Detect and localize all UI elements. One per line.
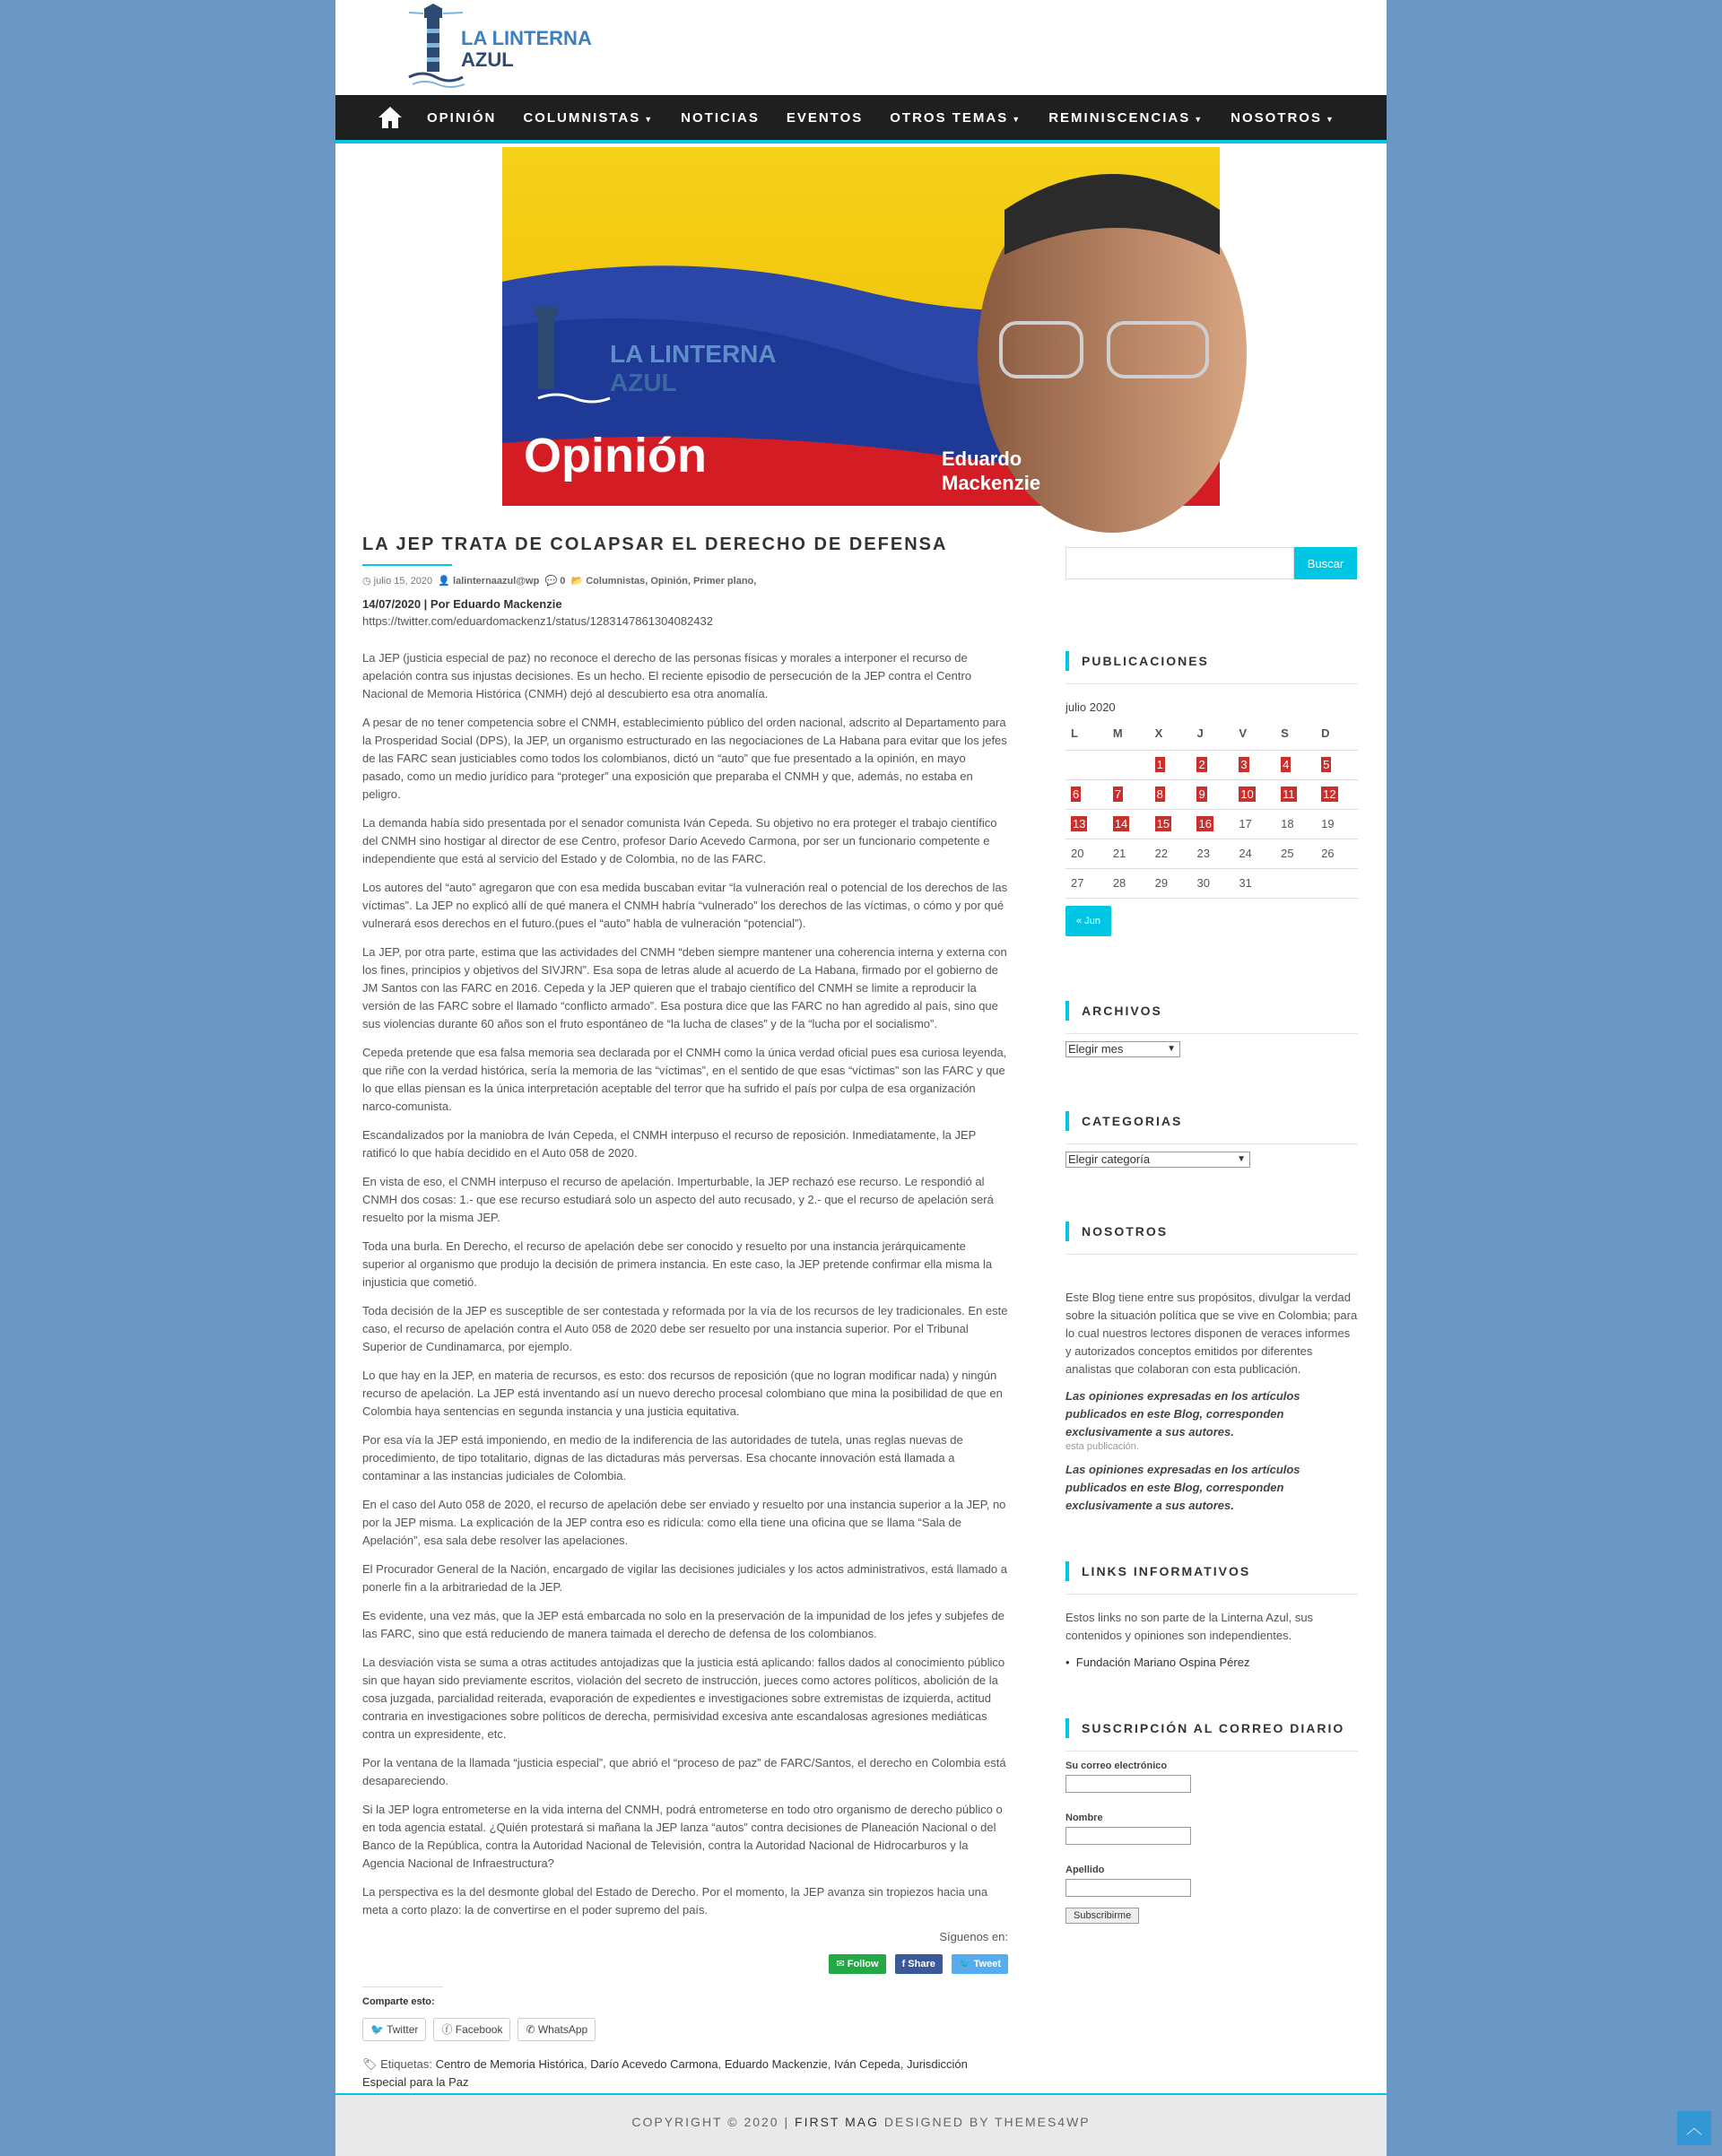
article-author[interactable]: lalinternaazul@wp xyxy=(453,576,540,587)
share-twitter-label: Twitter xyxy=(387,2023,419,2036)
nav-label: NOSOTROS xyxy=(1231,109,1322,126)
title-underline xyxy=(362,564,452,566)
calendar-day: 23 xyxy=(1191,839,1233,868)
calendar-day[interactable] xyxy=(1275,750,1316,779)
paragraph: Los autores del “auto” agregaron que con esa medida buscaban evitar “la vulneración real o potencial de los derechos de las víctimas”. La JEP no explicó allí de qué manera el CNMH habría “vulnerado” los derechos de las víctimas, o cómo y por qué vulnerará esos derechos en el futuro.(pues el “auto” habla de vulneración “potencial”). xyxy=(362,881,1008,930)
calendar-widget xyxy=(1065,651,1358,936)
divider xyxy=(1065,683,1358,684)
calendar-day-link[interactable]: 11 xyxy=(1283,787,1295,801)
name-field[interactable] xyxy=(1065,1827,1191,1845)
paragraph: Si la JEP logra entrometerse en la vida interna del CNMH, podrá entrometerse en todo otro organismo de derecho público o en toda agencia estatal. ¿Quién protestará si mañana la JEP lanza “autos” contra decisiones de Planeación Nacional o del Banco de la República, contra la Autoridad Nacional de Televisión, contra la Autoridad Nacional de Hidrocarburos y la Agencia Nacional de Infraestructura? xyxy=(362,1803,1003,1870)
banner-author-first: Eduardo xyxy=(942,448,1022,470)
calendar-weekday: J xyxy=(1191,726,1233,750)
search-widget xyxy=(1065,547,1358,579)
paragraph: Es evidente, una vez más, que la JEP está embarcada no solo en la preservación de la impunidad de los jefes y subjefes de las FARC, sino que está reduciendo de manera taimada el derecho de defensa de los colombianos. xyxy=(362,1609,1004,1640)
calendar-body xyxy=(1065,750,1358,898)
about-widget xyxy=(1065,1221,1358,1515)
nav-item-noticias[interactable] xyxy=(681,110,760,126)
calendar-weekday: X xyxy=(1150,726,1192,750)
divider xyxy=(1065,1033,1358,1034)
calendar-day-link[interactable]: 16 xyxy=(1198,817,1212,830)
facebook-icon: ⓕ xyxy=(441,2023,456,2036)
share-facebook-label: Facebook xyxy=(455,2023,503,2036)
calendar-day: 26 xyxy=(1316,839,1358,868)
nav-item-otros-temas[interactable] xyxy=(890,110,1022,126)
divider xyxy=(1065,1594,1358,1595)
calendar-day[interactable] xyxy=(1150,779,1192,809)
footer-copyright: COPYRIGHT © 2020 | xyxy=(631,2115,796,2129)
calendar-day: 30 xyxy=(1191,868,1233,898)
calendar-prev-month[interactable]: « Jun xyxy=(1065,906,1111,936)
calendar-week xyxy=(1065,779,1358,809)
caret-down-icon: ▼ xyxy=(644,114,655,124)
chevron-down-icon: ▼ xyxy=(1237,1153,1246,1164)
folder-icon: 📂 xyxy=(568,576,584,587)
calendar-day[interactable] xyxy=(1191,750,1233,779)
calendar-day-link[interactable]: 6 xyxy=(1073,787,1080,801)
calendar-day: 18 xyxy=(1275,809,1316,839)
paragraph: La perspectiva es la del desmonte global del Estado de Derecho. Por el momento, la JEP avanza sin tropiezos hacia una meta a corto plazo: la de convertirse en el poder supremo del país. xyxy=(362,1885,988,1917)
calendar-day-link[interactable]: 2 xyxy=(1198,758,1205,771)
nav-label: COLUMNISTAS xyxy=(523,109,641,126)
calendar-week xyxy=(1065,809,1358,839)
footer-credit: DESIGNED BY THEMES4WP xyxy=(878,2115,1091,2129)
calendar-day-link[interactable]: 3 xyxy=(1240,758,1248,771)
paragraph: El Procurador General de la Nación, encargado de vigilar las decisiones judiciales y los actos administrativos, está llamado a ponerle fin a la arbitrariedad de la JEP. xyxy=(362,1562,1007,1594)
tweet-button[interactable] xyxy=(952,1954,1008,1974)
article-categories[interactable]: Columnistas, Opinión, Primer plano, xyxy=(586,576,757,587)
article-date[interactable]: julio 15, 2020 xyxy=(373,576,433,587)
divider xyxy=(1065,1751,1358,1752)
calendar-day-link[interactable]: 10 xyxy=(1240,787,1254,801)
calendar-day[interactable] xyxy=(1150,809,1192,839)
calendar-day xyxy=(1108,750,1150,779)
select-value: Elegir categoría xyxy=(1068,1152,1151,1166)
paragraph: La JEP, por otra parte, estima que las actividades del CNMH “deben siempre mantener una coherencia interna y externa con los fines, principios y objetivos del SIVJRN”. Esa sopa de letras alude al acuerdo de La Habana, firmado por el gobierno de JM Santos con las FARC en 2016. Cepeda y la JEP quieren que el trabajo científico del CNMH se limite a reproducir la versión de las FARC sobre el llamado “conflicto armado”. Esa postura dice que las FARC no han agredido al país, sino que sus violencias durante 60 años son el fruto espontáneo de “la lucha de clases” y de la “lucha por el socialismo”. xyxy=(362,945,1007,1030)
calendar-day: 22 xyxy=(1150,839,1192,868)
tag-icon: 🏷 xyxy=(362,2057,381,2071)
nav-label: EVENTOS xyxy=(786,109,864,126)
about-overlap-text: esta publicación. xyxy=(1065,1440,1139,1452)
calendar-week xyxy=(1065,839,1358,868)
share-buttons xyxy=(362,2018,1008,2041)
logo-line1: LA LINTERNA xyxy=(461,27,592,49)
calendar-day[interactable] xyxy=(1108,809,1150,839)
calendar-day-link[interactable]: 1 xyxy=(1156,758,1163,771)
clock-icon: ◷ xyxy=(362,576,371,587)
calendar-day-link[interactable]: 7 xyxy=(1114,787,1122,801)
share-twitter-button[interactable] xyxy=(362,2018,426,2041)
twitter-icon: 🐦 xyxy=(958,1959,974,1969)
article xyxy=(362,535,1008,2091)
share-whatsapp-label: WhatsApp xyxy=(537,2023,588,2036)
widget-title: CATEGORIAS xyxy=(1065,1111,1358,1131)
select-value: Elegir mes xyxy=(1068,1041,1124,1056)
surname-field[interactable] xyxy=(1065,1879,1191,1897)
calendar-day-link[interactable]: 4 xyxy=(1283,758,1290,771)
widget-title: ARCHIVOS xyxy=(1065,1001,1358,1021)
nav-item-eventos[interactable] xyxy=(787,110,863,126)
banner-logo-line2: AZUL xyxy=(610,369,677,396)
name-label: Nombre xyxy=(1065,1812,1103,1823)
nav-item-nosotros[interactable] xyxy=(1231,110,1335,126)
paragraph: Escandalizados por la maniobra de Iván Cepeda, el CNMH interpuso el recurso de reposición. Inmediatamente, la JEP ratificó lo que había decidido en el Auto 058 de 2020. xyxy=(362,1128,977,1160)
calendar-day-link[interactable]: 8 xyxy=(1156,787,1163,801)
calendar-day[interactable] xyxy=(1108,779,1150,809)
about-disclaimer: Las opiniones expresadas en los artículos publicados en este Blog, corresponden exclusivamente a sus autores. xyxy=(1065,1388,1300,1439)
calendar-day: 27 xyxy=(1065,868,1108,898)
archives-select[interactable] xyxy=(1065,1041,1180,1057)
calendar-day[interactable] xyxy=(1150,750,1192,779)
banner-logo-line1: LA LINTERNA xyxy=(610,340,777,368)
calendar-day-link[interactable]: 15 xyxy=(1156,817,1170,830)
caret-down-icon: ▼ xyxy=(1325,114,1335,124)
tag-link[interactable]: Iván Cepeda xyxy=(834,2057,900,2071)
calendar-day: 31 xyxy=(1233,868,1275,898)
paragraph: Lo que hay en la JEP, en materia de recursos, es esto: dos recursos de reposición (que no logran modificar nada) y ningún recurso de apelación. La JEP está inventando así un nuevo derecho procesal colombiano que mina la posibilidad de que en Colombia haya sentencias en segunda instancia y una justicia equitativa. xyxy=(362,1369,1003,1418)
calendar-month: julio 2020 xyxy=(1065,700,1116,714)
nav-label: REMINISCENCIAS xyxy=(1048,109,1191,126)
article-meta xyxy=(362,575,1008,587)
calendar-header-row xyxy=(1065,726,1358,750)
search-button[interactable]: Buscar xyxy=(1294,547,1357,579)
search-input[interactable] xyxy=(1065,547,1294,579)
chevron-down-icon: ▼ xyxy=(1167,1043,1176,1054)
calendar-week xyxy=(1065,750,1358,779)
paragraph: En el caso del Auto 058 de 2020, el recurso de apelación debe ser enviado y resuelto por una instancia superior a la JEP, no por la JEP misma. La explicación de la JEP contra eso es ridícula: como ella tiene una oficina que se llama “Sala de Apelación”, esa sala debe resolver las apelaciones. xyxy=(362,1498,1006,1547)
tag-link[interactable]: Eduardo Mackenzie xyxy=(724,2057,828,2071)
share-heading: Comparte esto: xyxy=(362,1996,435,2007)
paragraph: Por esa vía la JEP está imponiendo, en medio de la indiferencia de las autoridades de tutela, unas reglas nuevas de procedimiento, de tipo totalitario, dignas de las dictaduras más perversas. Esa chocante innovación está llamada a contaminar a las instancias judiciales de Colombia. xyxy=(362,1433,963,1482)
calendar-day: 29 xyxy=(1150,868,1192,898)
mail-icon: ✉ xyxy=(836,1959,848,1969)
about-disclaimer-repeat: Las opiniones expresadas en los artículos publicados en este Blog, corresponden exclusivamente a sus autores. xyxy=(1065,1462,1300,1512)
calendar-day[interactable] xyxy=(1275,779,1316,809)
paragraph: La desviación vista se suma a otras actitudes antojadizas que la justicia está aplicando: fallos dados al conocimiento público sin que hayan sido previamente escritos, violación del secreto de instrucción, jueces como actores políticos, abolición de la cosa juzgada, parcialidad reiterada, evaporación de expedientes e investigaciones sobre extremistas de izquierda, actitud contraria en investigaciones sobre políticos de derecha, permisividad excesiva ante escandalosas agresiones mediáticas contra un expresidente, etc. xyxy=(362,1656,1005,1741)
calendar-day[interactable] xyxy=(1065,809,1108,839)
calendar-day: 19 xyxy=(1316,809,1358,839)
calendar-day[interactable] xyxy=(1316,779,1358,809)
article-title: LA JEP TRATA DE COLAPSAR EL DERECHO DE DEFENSA xyxy=(362,535,948,554)
caret-down-icon: ▼ xyxy=(1194,114,1205,124)
article-body xyxy=(362,649,1008,1919)
whatsapp-icon: ✆ xyxy=(526,2023,538,2036)
calendar-day-link[interactable]: 13 xyxy=(1073,817,1086,830)
widget-title: SUSCRIPCIÓN AL CORREO DIARIO xyxy=(1065,1718,1358,1738)
surname-label: Apellido xyxy=(1065,1864,1105,1875)
calendar-weekday: S xyxy=(1275,726,1316,750)
calendar-day: 25 xyxy=(1275,839,1316,868)
links-description: Estos links no son parte de la Linterna Azul, sus contenidos y opiniones son independientes. xyxy=(1065,1610,1314,1642)
nav-label: OPINIÓN xyxy=(427,109,497,126)
tags-label: Etiquetas: xyxy=(380,2057,432,2071)
calendar-day: 28 xyxy=(1108,868,1150,898)
banner-author-last: Mackenzie xyxy=(942,472,1041,494)
follow-label: Síguenos en: xyxy=(939,1930,1008,1943)
logo-line2: AZUL xyxy=(461,48,514,71)
categories-widget xyxy=(1065,1111,1358,1168)
footer-brand-link[interactable]: FIRST MAG xyxy=(795,2115,879,2129)
calendar-week xyxy=(1065,868,1358,898)
calendar-weekday: V xyxy=(1233,726,1275,750)
calendar-table xyxy=(1065,726,1358,899)
main-nav xyxy=(335,95,1387,143)
paragraph: Por la ventana de la llamada “justicia especial”, que abrió el “proceso de paz” de FARC/Santos, el derecho en Colombia está desapareciendo. xyxy=(362,1756,1006,1787)
paragraph: Toda decisión de la JEP es susceptible de ser contestada y reformada por la vía de los recursos de ley tradicionales. En este caso, el recurso de apelación contra el Auto 058 de 2020 debe ser resuelto por una instancia superior. Por el Tribunal Superior de Cundinamarca, por ejemplo. xyxy=(362,1304,1008,1353)
paragraph: A pesar de no tener competencia sobre el CNMH, establecimiento público del orden nacional, adscrito al Departamento para la Prosperidad Social (DPS), la JEP, un organismo estructurado en las negociaciones de La Habana para evitar que los jefes de las FARC sean justiciables como todos los colombianos, dictó un “auto” que fue presentado a la opinión, en mayo pasado, como un medio jurídico para “proteger” una exposición que preparaba el CNMH y que, además, no estaba en peligro. xyxy=(362,716,1007,801)
calendar-day[interactable] xyxy=(1233,779,1275,809)
calendar-weekday: M xyxy=(1108,726,1150,750)
calendar-day-link[interactable]: 5 xyxy=(1323,758,1330,771)
site-footer xyxy=(335,2093,1387,2156)
page-container xyxy=(335,0,1387,2156)
about-text: Este Blog tiene entre sus propósitos, divulgar la verdad sobre la situación política que se vive en Colombia; para lo cual nuestros lectores disponen de veraces informes y autorizados conceptos emitidos por diferentes analistas que colaboran con esta publicación. xyxy=(1065,1290,1358,1376)
calendar-day: 24 xyxy=(1233,839,1275,868)
user-icon: 👤 xyxy=(435,576,450,587)
subscribe-button[interactable]: Subscribirme xyxy=(1065,1908,1139,1924)
facebook-share-button[interactable] xyxy=(895,1954,943,1974)
nav-item-reminiscencias[interactable] xyxy=(1048,110,1204,126)
categories-select[interactable] xyxy=(1065,1152,1250,1168)
banner-image xyxy=(502,147,1220,506)
calendar-day-link[interactable]: 12 xyxy=(1323,787,1336,801)
source-link[interactable]: https://twitter.com/eduardomackenz1/status/1283147861304082432 xyxy=(362,614,713,628)
sidebar xyxy=(1065,547,1358,1924)
site-logo[interactable] xyxy=(391,4,592,90)
calendar-day xyxy=(1316,868,1358,898)
nav-item-opinion[interactable] xyxy=(427,110,496,126)
article-tags: 🏷 Etiquetas: Centro de Memoria Histórica, Darío Acevedo Carmona, Eduardo Mackenzie, Iván Cepeda, Jurisdicción Especial para la Paz xyxy=(362,2057,968,2089)
calendar-day[interactable] xyxy=(1065,779,1108,809)
tweet-label-text: Tweet xyxy=(973,1959,1001,1969)
paragraph: Cepeda pretende que esa falsa memoria sea declarada por el CNMH como la única verdad oficial pues esa curiosa leyenda, que riñe con la verdad histórica, sería la memoria de las “víctimas”, en el sentido de que esas “víctimas” son las FARC y que lo que ellas piensan es la única interpretación aceptable del terror que ha sufrido el país por culpa de esa organización narco-comunista. xyxy=(362,1046,1007,1113)
opinion-banner xyxy=(502,147,1220,506)
calendar-day: 21 xyxy=(1108,839,1150,868)
archives-widget xyxy=(1065,1001,1358,1057)
banner-section-title: Opinión xyxy=(524,429,707,482)
paragraph: La demanda había sido presentada por el senador comunista Iván Cepeda. Su objetivo no era proteger el trabajo científico del CNMH sino hostigar al director de ese Centro, profesor Darío Acevedo Carmona, por ser un funcionario competente e independiente que está al servicio del Estado y de Colombia, no de las FARC. xyxy=(362,816,997,865)
tag-link[interactable]: Centro de Memoria Histórica xyxy=(435,2057,585,2071)
site-header xyxy=(335,0,1387,95)
divider xyxy=(1065,1254,1358,1255)
home-icon[interactable] xyxy=(377,104,404,131)
follow-label-text: Follow xyxy=(847,1959,879,1969)
divider xyxy=(1065,1143,1358,1144)
twitter-icon: 🐦 xyxy=(370,2023,387,2036)
follow-button[interactable] xyxy=(829,1954,885,1974)
calendar-weekday: D xyxy=(1316,726,1358,750)
nav-label: NOTICIAS xyxy=(681,109,760,126)
calendar-day-link[interactable]: 9 xyxy=(1198,787,1205,801)
link-item[interactable]: • Fundación Mariano Ospina Pérez xyxy=(1065,1655,1250,1669)
widget-title: LINKS INFORMATIVOS xyxy=(1065,1561,1358,1581)
calendar-day xyxy=(1275,868,1316,898)
calendar-day-link[interactable]: 14 xyxy=(1114,817,1128,830)
share-whatsapp-button[interactable] xyxy=(517,2018,596,2041)
paragraph: En vista de eso, el CNMH interpuso el recurso de apelación. Imperturbable, la JEP rechazó ese recurso. Le respondió al CNMH dos cosas: 1.- que ese recurso estudiará solo un aspecto del auto recusado, y 2.- que el recurso de apelación será resuelto por la misma JEP. xyxy=(362,1175,994,1224)
nav-label: OTROS TEMAS xyxy=(890,109,1009,126)
subscribe-widget xyxy=(1065,1718,1358,1924)
calendar-day[interactable] xyxy=(1316,750,1358,779)
calendar-weekday: L xyxy=(1065,726,1108,750)
nav-item-columnistas[interactable] xyxy=(523,110,654,126)
calendar-day[interactable] xyxy=(1191,809,1233,839)
link-item-label: Fundación Mariano Ospina Pérez xyxy=(1075,1655,1250,1669)
tag-link[interactable]: Darío Acevedo Carmona xyxy=(590,2057,718,2071)
calendar-day: 17 xyxy=(1233,809,1275,839)
email-field[interactable] xyxy=(1065,1775,1191,1793)
comment-count[interactable]: 0 xyxy=(560,576,566,587)
links-widget xyxy=(1065,1561,1358,1672)
article-byline: 14/07/2020 | Por Eduardo Mackenzie xyxy=(362,597,562,611)
paragraph: La JEP (justicia especial de paz) no reconoce el derecho de las personas físicas y morales a interponer el recurso de apelación contra sus injustas decisiones. Es un hecho. El reciente episodio de persecución de la JEP contra el Centro Nacional de Memoria Histórica (CNMH) dejó al descubierto esa otra anomalía. xyxy=(362,651,972,700)
share-label-text: Share xyxy=(908,1959,935,1969)
lighthouse-icon xyxy=(391,4,592,90)
scroll-to-top-button[interactable] xyxy=(1677,2111,1711,2145)
facebook-icon: f xyxy=(901,1959,909,1969)
calendar-day[interactable] xyxy=(1191,779,1233,809)
calendar-day: 20 xyxy=(1065,839,1108,868)
widget-title: NOSOTROS xyxy=(1065,1221,1358,1241)
widget-title: PUBLICACIONES xyxy=(1065,651,1358,671)
comment-icon: 💬 xyxy=(542,576,558,587)
share-facebook-button[interactable] xyxy=(433,2018,510,2041)
email-label: Su correo electrónico xyxy=(1065,1760,1168,1771)
calendar-day[interactable] xyxy=(1233,750,1275,779)
paragraph: Toda una burla. En Derecho, el recurso de apelación debe ser conocido y resuelto por una instancia jerárquicamente superior al organismo que produjo la decisión de primera instancia. En este caso, la JEP pretende confirmar ella misma la injusticia que cometió. xyxy=(362,1239,993,1289)
tag-link[interactable]: Jurisdicción Especial para la Paz xyxy=(362,2057,968,2089)
calendar-day xyxy=(1065,750,1108,779)
chevron-up-icon: ︿ xyxy=(1686,2119,1702,2137)
caret-down-icon: ▼ xyxy=(1012,114,1022,124)
divider xyxy=(362,1986,443,1987)
follow-buttons xyxy=(362,1954,1008,1974)
